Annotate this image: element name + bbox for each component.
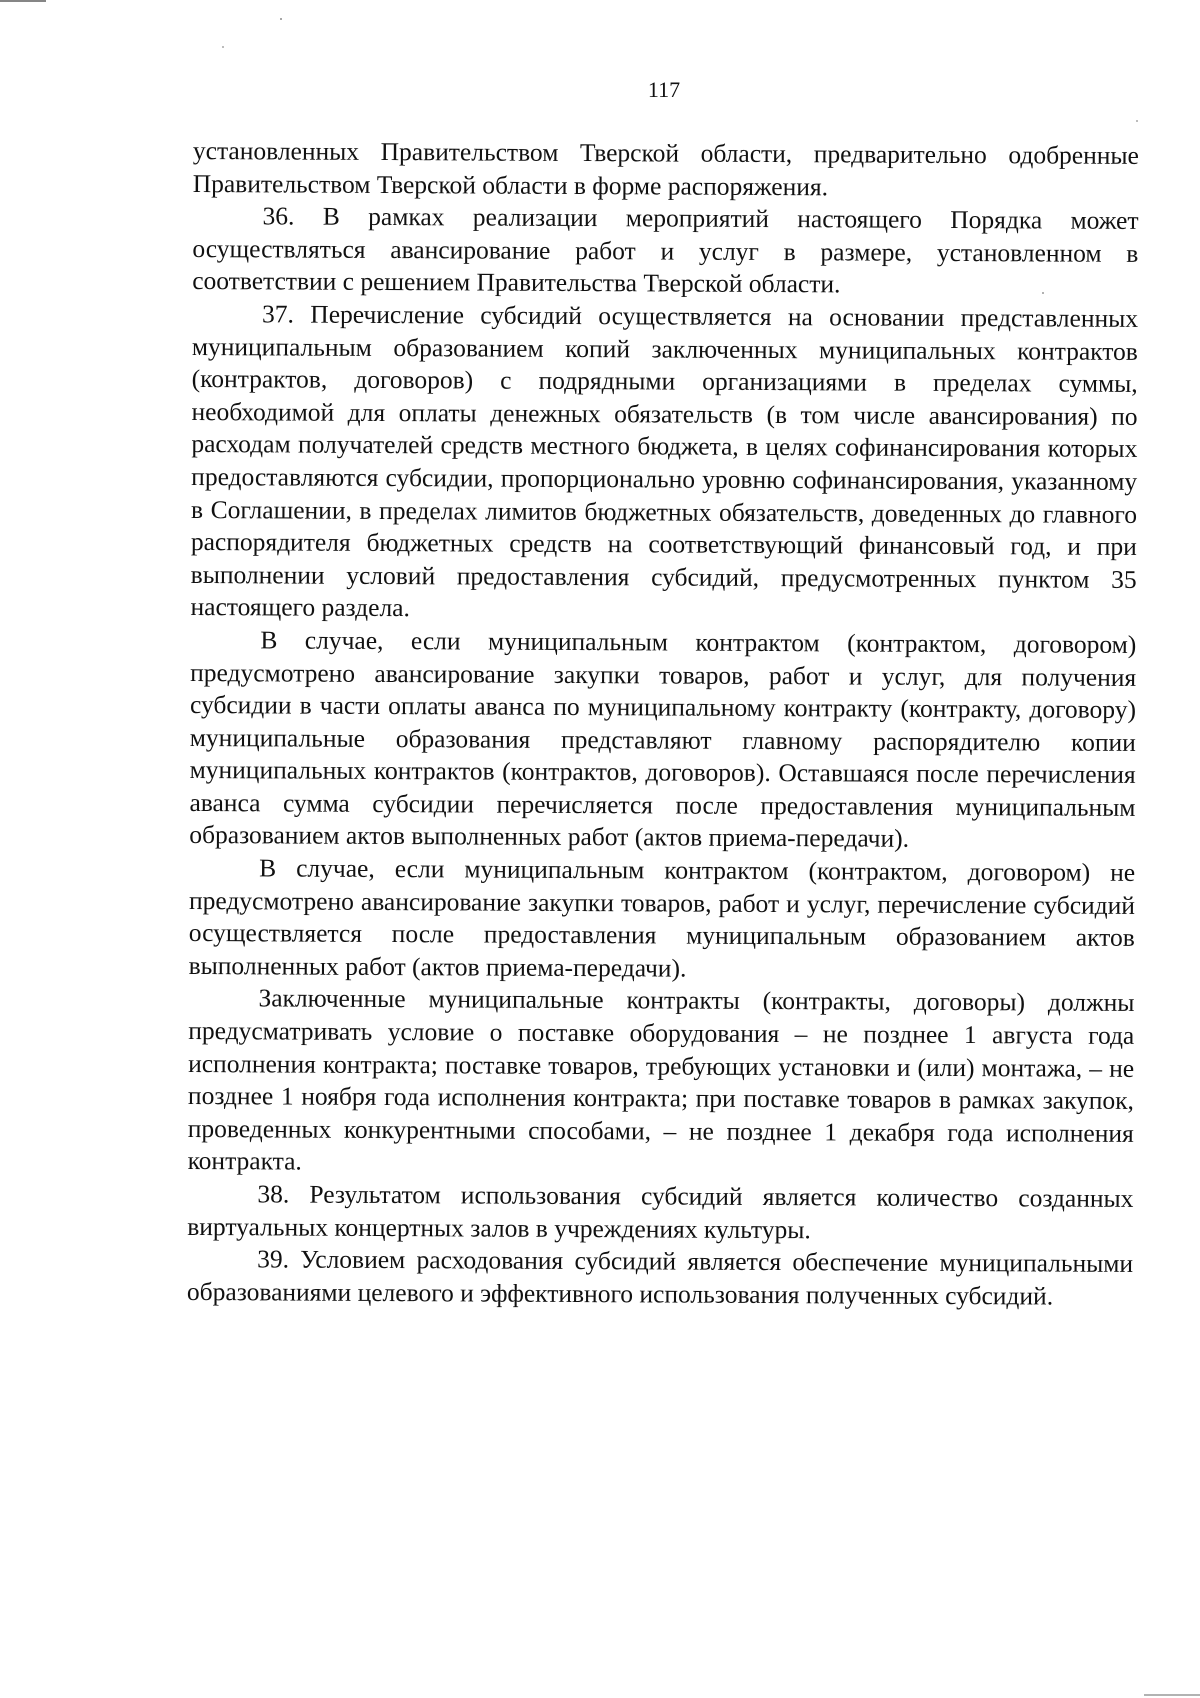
paragraph-delivery-terms: Заключенные муниципальные контракты (контракты, договоры) должны предусматривать условие о поставке оборудования – не позднее 1 августа года исполнения контракта; поставке товаров, требующих установки и (или) монтажа, – не позднее 1 ноября года исполнения контракта; при поставке товаров в рамках закупок, проведенных конкурентными способами, – не позднее 1 декабря года исполнения контракта. — [187, 983, 1135, 1176]
page-number: 117 — [647, 77, 681, 102]
paragraph-item-38: 38. Результатом использования субсидий является количество созданных виртуальных концертных залов в учреждениях культуры. — [187, 1179, 1134, 1244]
scan-artifact — [0, 0, 46, 2]
scan-artifact — [1136, 120, 1138, 122]
paragraph-item-36: 36. В рамках реализации мероприятий настоящего Порядка может осуществляться авансирование работ и услуг в размере, установленном в соответствии с решением Правительства Тверской области. — [192, 201, 1139, 299]
document-body — [187, 135, 1139, 1313]
paragraph-item-39: 39. Условием расходования субсидий является обеспечение муниципальными образованиями целевого и эффективного использования полученных субсидий. — [186, 1244, 1134, 1311]
scan-artifact — [222, 46, 224, 48]
scan-artifact — [280, 18, 282, 20]
paragraph-continuation: установленных Правительством Тверской области, предварительно одобренные Правительством Тверской области в форме распоряжения. — [192, 135, 1139, 201]
paragraph-no-advance: В случае, если муниципальным контрактом (контрактом, договором) не предусмотрено авансирование закупки товаров, работ и услуг, перечисление субсидий осуществляется после предоставления муниципальным образованием актов выполненных работ (актов приема-передачи). — [188, 853, 1136, 983]
paragraph-item-37: 37. Перечисление субсидий осуществляется на основании представленных муниципальным образованием копий заключенных муниципальных контрактов (контрактов, договоров) с подрядными организациями в пределах суммы, необходимой для оплаты денежных обязательств (в том числе авансирования) по расходам получателей средств местного бюджета, в целях софинансирования которых предоставляются субсидии, пропорционально уровню софинансирования, указанному в Соглашении, в пределах лимитов бюджетных обязательств, доведенных до главного распорядителя бюджетных средств на соответствующий финансовый год, и при выполнении условий предоставления субсидий, предусмотренных пунктом 35 настоящего раздела. — [190, 299, 1139, 623]
paragraph-advance-payment: В случае, если муниципальным контрактом (контрактом, договором) предусмотрено авансирование закупки товаров, работ и услуг, для получения субсидии в части оплаты аванса по муниципальному контракту (контракту, договору) муниципальные образования представляют главному распорядителю копии муниципальных контрактов (контрактов, договоров). Оставшаяся после перечисления аванса сумма субсидии перечисляется после предоставления муниципальным образованием актов выполненных работ (актов приема-передачи). — [189, 625, 1137, 854]
scan-artifact — [1144, 1694, 1200, 1696]
